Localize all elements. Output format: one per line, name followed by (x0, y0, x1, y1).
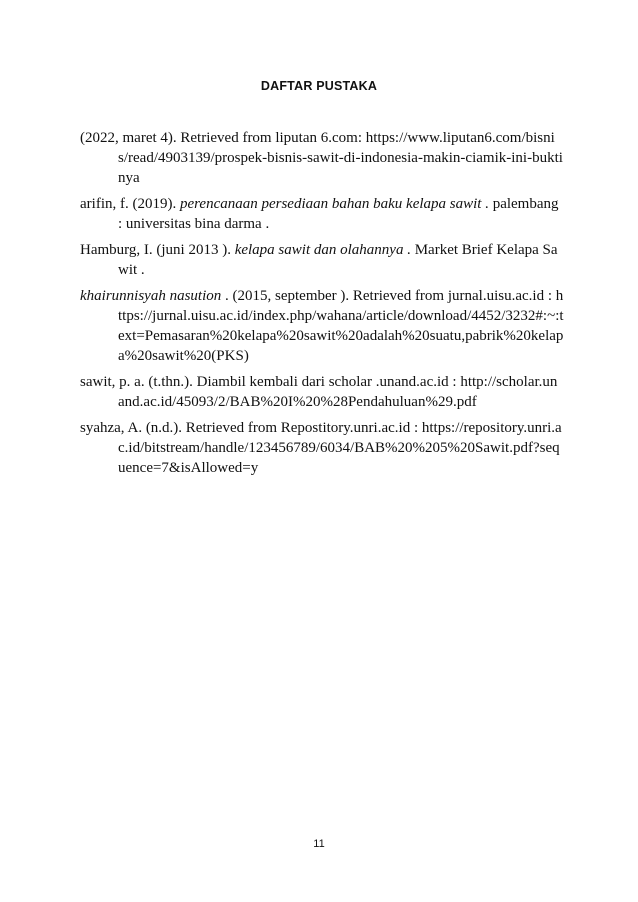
reference-entry (80, 240, 564, 280)
reference-text: palembang : universitas bina darma . (118, 196, 559, 232)
reference-text: sawit, p. a. (t.thn.). Diambil kembali dari scholar .unand.ac.id : http://scholar.unand.ac.id/45093/2/BAB%20I%20%28Pendahuluan%29.pdf (80, 374, 558, 410)
reference-text: (2022, maret 4). Retrieved from liputan 6.com: https://www.liputan6.com/bisnis/read/4903139/prospek-bisnis-sawit-di-indonesia-makin-ciamik-ini-buktinya (80, 130, 563, 186)
reference-text: Hamburg, I. (juni 2013 ). (80, 242, 235, 258)
reference-entry (80, 194, 564, 234)
reference-title-italic: perencanaan persediaan bahan baku kelapa sawit . (179, 196, 489, 212)
reference-title-italic: kelapa sawit dan olahannya . (234, 242, 411, 258)
reference-list (80, 128, 564, 484)
reference-entry (80, 286, 564, 366)
reference-text: Market Brief Kelapa Sawit . (118, 242, 558, 278)
reference-text: syahza, A. (n.d.). Retrieved from Repostitory.unri.ac.id : https://repository.unri.ac.id/bitstream/handle/123456789/6034/BAB%20%205%20Sawit.pdf?sequence=7&isAllowed=y (80, 420, 562, 476)
page-number: 11 (313, 838, 325, 850)
reference-entry (80, 372, 564, 412)
reference-text: . (2015, september ). Retrieved from jurnal.uisu.ac.id : https://jurnal.uisu.ac.id/index.php/wahana/article/download/4452/3232#:~:text=Pemasaran%20kelapa%20sawit%20adalah%20suatu,pabrik%20kelapa%20sawit%20(PKS) (118, 288, 564, 364)
reference-entry (80, 418, 564, 478)
reference-title-italic: khairunnisyah nasution (80, 288, 222, 304)
reference-text: arifin, f. (2019). (80, 196, 180, 212)
reference-entry (80, 128, 564, 188)
page-title: DAFTAR PUSTAKA (260, 79, 378, 93)
